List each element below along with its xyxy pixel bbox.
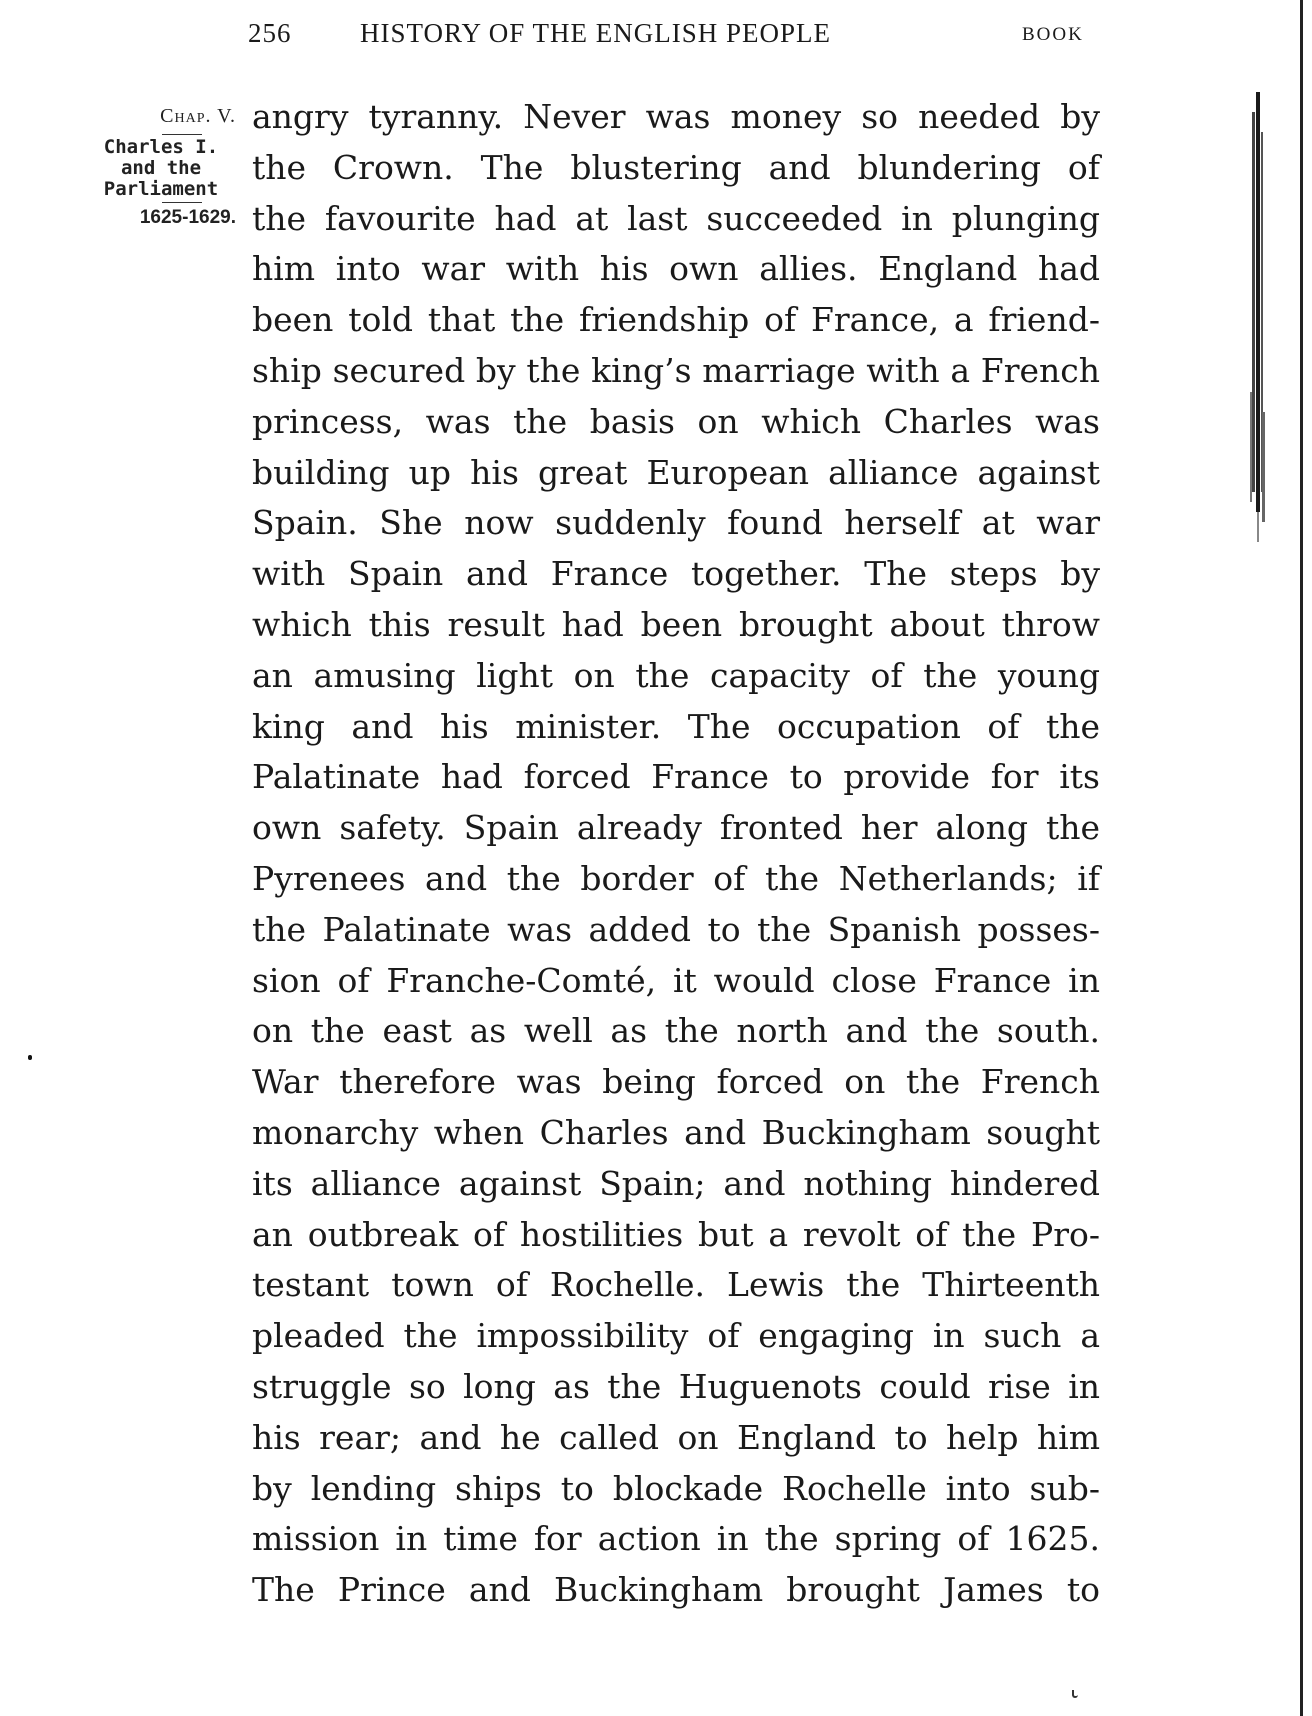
- ink-speck: [28, 1055, 32, 1060]
- text-line: Spain. She now suddenly found herself at war: [252, 503, 1100, 543]
- text-line: by lending ships to blockade Rochelle into sub-: [252, 1468, 1100, 1508]
- text-line: angry tyranny. Never was money so needed by: [252, 97, 1100, 136]
- text-line: The Prince and Buckingham brought James to: [252, 1570, 1100, 1610]
- text-line: building up his great European alliance against: [252, 452, 1100, 492]
- text-line: the Palatinate was added to the Spanish posses-: [252, 909, 1100, 949]
- dates-rule: [162, 202, 202, 203]
- text-line: with Spain and France together. The steps by: [252, 554, 1100, 594]
- text-line: mission in time for action in the spring of 1625.: [252, 1519, 1100, 1559]
- topic-line: Charles I.: [103, 136, 219, 158]
- chapter-label: Chap. V.: [160, 105, 236, 127]
- text-line: the favourite had at last succeeded in plunging: [252, 198, 1100, 238]
- text-line: an amusing light on the capacity of the young: [252, 655, 1100, 695]
- text-line: an outbreak of hostilities but a revolt of the Pro-: [252, 1214, 1100, 1254]
- text-line: sion of Franche-Comté, it would close France in: [252, 960, 1100, 1000]
- topic-line: and the: [120, 157, 202, 179]
- topic-line: Parliament: [103, 178, 219, 200]
- text-line: War therefore was being forced on the French: [252, 1062, 1100, 1102]
- text-line: struggle so long as the Huguenots could rise in: [252, 1366, 1100, 1406]
- running-book-label: BOOK: [1022, 24, 1084, 45]
- running-title: HISTORY OF THE ENGLISH PEOPLE: [360, 18, 832, 48]
- text-line: the Crown. The blustering and blundering of: [252, 147, 1100, 187]
- text-line: own safety. Spain already fronted her along the: [252, 808, 1100, 848]
- chapter-rule: [162, 134, 202, 135]
- text-line: testant town of Rochelle. Lewis the Thirteenth: [252, 1265, 1100, 1305]
- text-line: pleaded the impossibility of engaging in such a: [252, 1316, 1100, 1356]
- text-line: Palatinate had forced France to provide for its: [252, 757, 1100, 797]
- text-line: on the east as well as the north and the south.: [252, 1011, 1100, 1051]
- scan-artifact-strip: [1242, 92, 1272, 552]
- text-line: his rear; and he called on England to help him: [252, 1417, 1100, 1457]
- text-line: monarchy when Charles and Buckingham sought: [252, 1112, 1100, 1152]
- page-number: 256: [248, 18, 292, 48]
- page-edge-line: [1300, 0, 1303, 1716]
- date-range: 1625-1629.: [139, 207, 236, 228]
- running-head: [248, 18, 1098, 58]
- margin-note: [80, 100, 236, 229]
- text-line: king and his minister. The occupation of the: [252, 706, 1100, 746]
- text-line: been told that the friendship of France, a friend-: [252, 300, 1100, 340]
- text-line: its alliance against Spain; and nothing hindered: [252, 1163, 1100, 1203]
- text-line: ship secured by the king’s marriage with a French: [252, 350, 1100, 390]
- body-text: [252, 92, 1100, 1616]
- text-line: which this result had been brought about throw: [252, 604, 1100, 644]
- ink-speck: [1072, 1690, 1078, 1698]
- text-line: Pyrenees and the border of the Netherlands; if: [252, 858, 1100, 898]
- text-line: princess, was the basis on which Charles was: [252, 401, 1100, 441]
- text-line: him into war with his own allies. England had: [252, 249, 1100, 289]
